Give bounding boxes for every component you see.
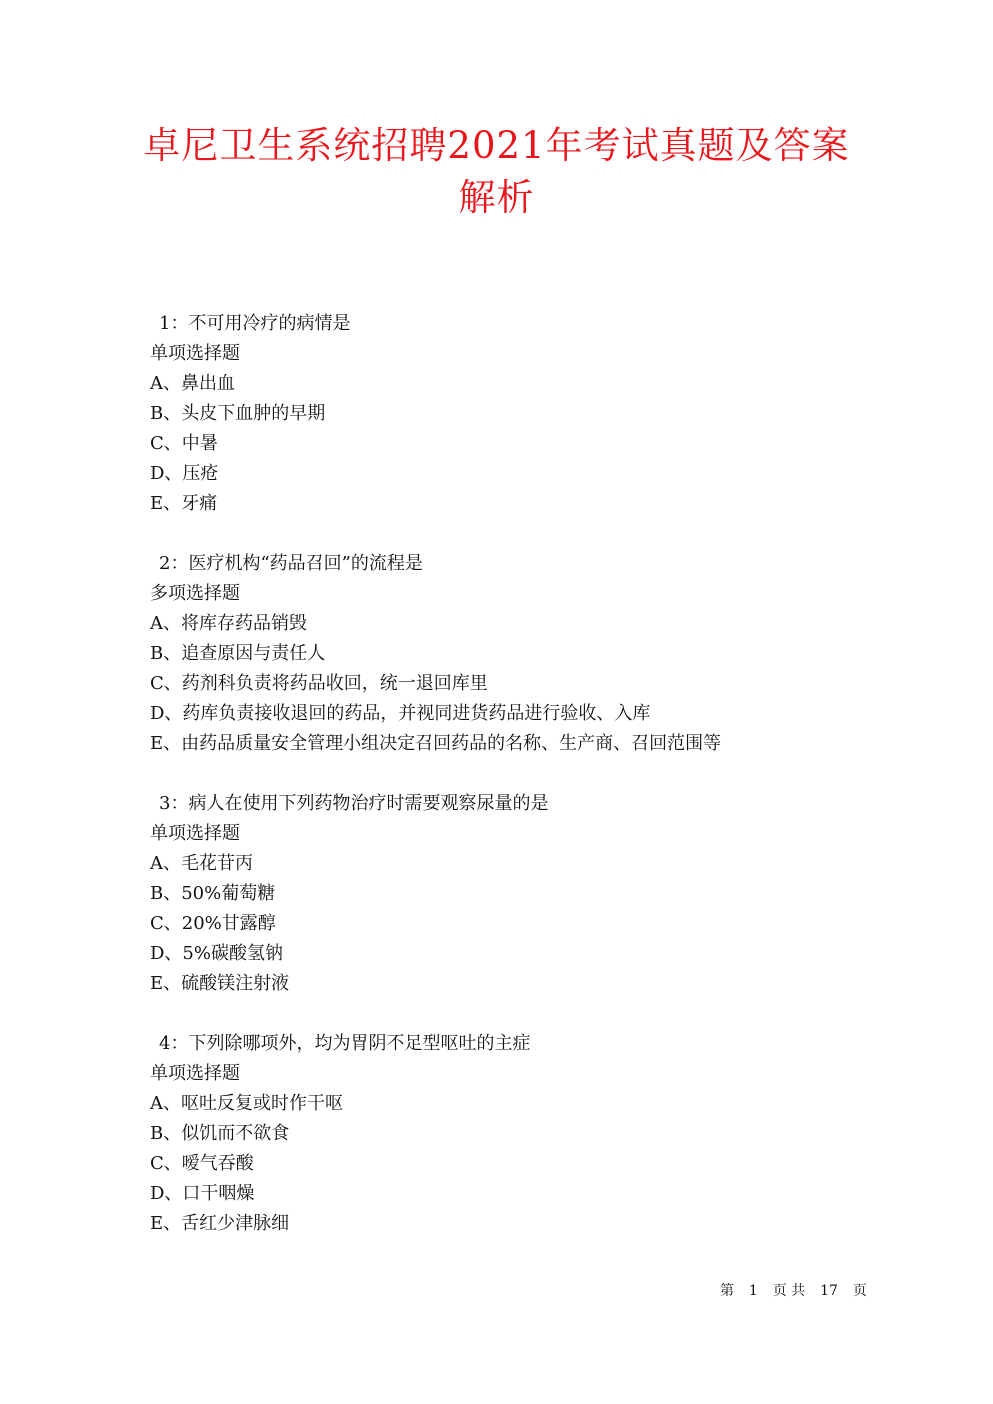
- page-label-suffix: 页: [852, 1283, 867, 1299]
- option-d: D、药库负责接收退回的药品，并视同进货药品进行验收、入库: [150, 703, 651, 724]
- question-1: [150, 309, 870, 519]
- question-title: 1：不可用冷疗的病情是: [159, 313, 351, 334]
- question-type: 单项选择题: [150, 823, 240, 844]
- option-e: E、由药品质量安全管理小组决定召回药品的名称、生产商、召回范围等: [150, 733, 722, 754]
- option-c: C、嗳气吞酸: [150, 1153, 254, 1174]
- question-type: 单项选择题: [150, 343, 240, 364]
- option-e: E、硫酸镁注射液: [150, 973, 290, 994]
- question-3: [150, 789, 870, 999]
- option-a: A、将库存药品销毁: [150, 613, 307, 634]
- option-c: C、20%甘露醇: [150, 913, 276, 934]
- page-number-footer: [720, 1281, 867, 1301]
- total-page-count: 17: [820, 1283, 838, 1299]
- option-b: B、头皮下血肿的早期: [150, 403, 326, 424]
- question-type: 单项选择题: [150, 1063, 240, 1084]
- option-c: C、中暑: [150, 433, 218, 454]
- question-title: 4：下列除哪项外，均为胃阴不足型呕吐的主症: [159, 1033, 531, 1054]
- current-page-number: 1: [748, 1283, 758, 1299]
- document-title: [0, 120, 993, 224]
- option-a: A、呕吐反复或时作干呕: [150, 1093, 343, 1114]
- option-b: B、追查原因与责任人: [150, 643, 326, 664]
- option-b: B、50%葡萄糖: [150, 883, 276, 904]
- option-b: B、似饥而不欲食: [150, 1123, 290, 1144]
- question-type: 多项选择题: [150, 583, 240, 604]
- question-title: 2：医疗机构“药品召回”的流程是: [159, 553, 423, 574]
- option-d: D、口干咽燥: [150, 1183, 255, 1204]
- option-c: C、药剂科负责将药品收回，统一退回库里: [150, 673, 488, 694]
- option-d: D、5%碳酸氢钠: [150, 943, 283, 964]
- title-line-1: 卓尼卫生系统招聘2021年考试真题及答案: [143, 124, 850, 167]
- option-d: D、压疮: [150, 463, 219, 484]
- question-2: [150, 549, 870, 759]
- page-label-mid: 页 共: [772, 1283, 806, 1299]
- option-a: A、毛花苷丙: [150, 853, 253, 874]
- question-list: [150, 309, 870, 1269]
- option-a: A、鼻出血: [150, 373, 235, 394]
- question-title: 3：病人在使用下列药物治疗时需要观察尿量的是: [159, 793, 549, 814]
- option-e: E、舌红少津脉细: [150, 1213, 290, 1234]
- page-label-prefix: 第: [720, 1283, 734, 1299]
- option-e: E、牙痛: [150, 493, 218, 514]
- question-4: [150, 1029, 870, 1239]
- title-line-2: 解析: [458, 176, 535, 219]
